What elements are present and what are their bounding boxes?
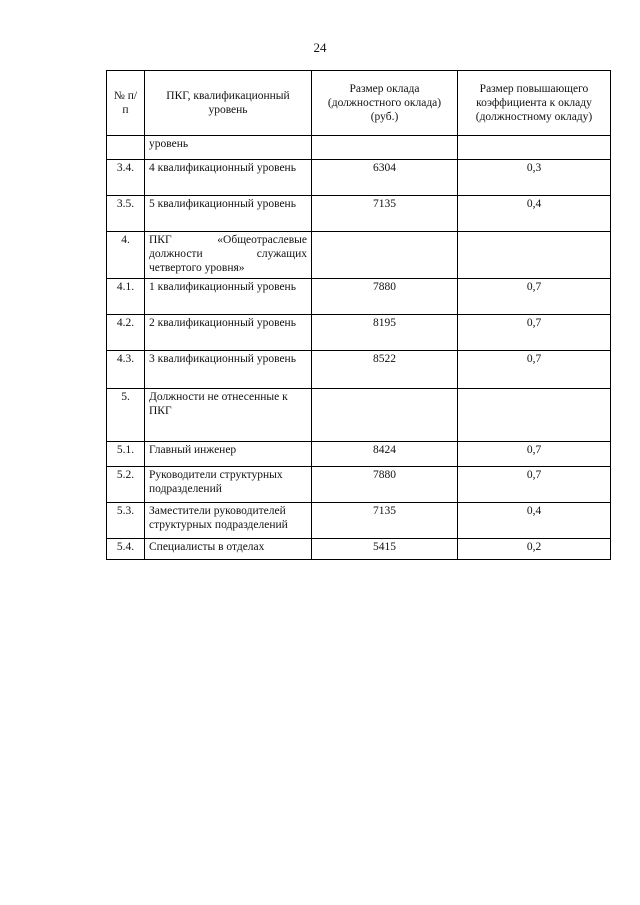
row-number: 5.3. <box>107 503 145 539</box>
row-name: 2 квалификационный уровень <box>145 315 312 351</box>
row-number: 4.2. <box>107 315 145 351</box>
header-salary: Размер оклада (должностного оклада) (руб.) <box>312 71 458 136</box>
row-coefficient: 0,7 <box>458 279 611 315</box>
header-coefficient: Размер повышающего коэффициента к окладу (должностному окладу) <box>458 71 611 136</box>
row-salary: 8522 <box>312 351 458 389</box>
row-number: 5.1. <box>107 442 145 467</box>
row-salary <box>312 389 458 442</box>
table-row <box>107 160 611 196</box>
row-name: 5 квалификационный уровень <box>145 196 312 232</box>
table-header-row <box>107 71 611 136</box>
row-name: 1 квалификационный уровень <box>145 279 312 315</box>
row-coefficient <box>458 232 611 279</box>
header-number: № п/п <box>107 71 145 136</box>
row-salary: 8424 <box>312 442 458 467</box>
row-name: 3 квалификационный уровень <box>145 351 312 389</box>
row-number: 3.4. <box>107 160 145 196</box>
table-row <box>107 279 611 315</box>
row-salary: 7135 <box>312 503 458 539</box>
row-coefficient: 0,3 <box>458 160 611 196</box>
row-salary: 7880 <box>312 279 458 315</box>
row-coefficient: 0,7 <box>458 442 611 467</box>
table-row <box>107 232 611 279</box>
row-salary <box>312 136 458 160</box>
page-number: 24 <box>313 40 327 55</box>
table-row <box>107 442 611 467</box>
row-coefficient: 0,7 <box>458 467 611 503</box>
row-name: уровень <box>145 136 312 160</box>
row-salary: 7880 <box>312 467 458 503</box>
table-row <box>107 196 611 232</box>
row-name: 4 квалификационный уровень <box>145 160 312 196</box>
row-salary: 5415 <box>312 539 458 560</box>
row-coefficient: 0,7 <box>458 315 611 351</box>
salary-table <box>106 70 611 560</box>
row-name: Должности не отнесенные к ПКГ <box>145 389 312 442</box>
table-row <box>107 136 611 160</box>
table-row <box>107 467 611 503</box>
row-number: 4.3. <box>107 351 145 389</box>
row-salary: 6304 <box>312 160 458 196</box>
row-coefficient <box>458 136 611 160</box>
row-name: ПКГ «Общеотраслевые должности служащих четвертого уровня» <box>145 232 312 279</box>
row-name: Специалисты в отделах <box>145 539 312 560</box>
row-salary: 7135 <box>312 196 458 232</box>
row-coefficient <box>458 389 611 442</box>
row-number <box>107 136 145 160</box>
row-number: 3.5. <box>107 196 145 232</box>
table-row <box>107 539 611 560</box>
row-coefficient: 0,7 <box>458 351 611 389</box>
row-number: 4.1. <box>107 279 145 315</box>
row-number: 4. <box>107 232 145 279</box>
row-name: Руководители структурных подразделений <box>145 467 312 503</box>
row-coefficient: 0,4 <box>458 503 611 539</box>
table-row <box>107 389 611 442</box>
table-row <box>107 503 611 539</box>
row-number: 5.4. <box>107 539 145 560</box>
row-coefficient: 0,2 <box>458 539 611 560</box>
row-coefficient: 0,4 <box>458 196 611 232</box>
table-row <box>107 315 611 351</box>
row-name: Главный инженер <box>145 442 312 467</box>
row-number: 5.2. <box>107 467 145 503</box>
row-number: 5. <box>107 389 145 442</box>
row-name: Заместители руководителей структурных подразделений <box>145 503 312 539</box>
header-pkg-level: ПКГ, квалификационный уровень <box>145 71 312 136</box>
row-salary <box>312 232 458 279</box>
row-salary: 8195 <box>312 315 458 351</box>
table-row <box>107 351 611 389</box>
